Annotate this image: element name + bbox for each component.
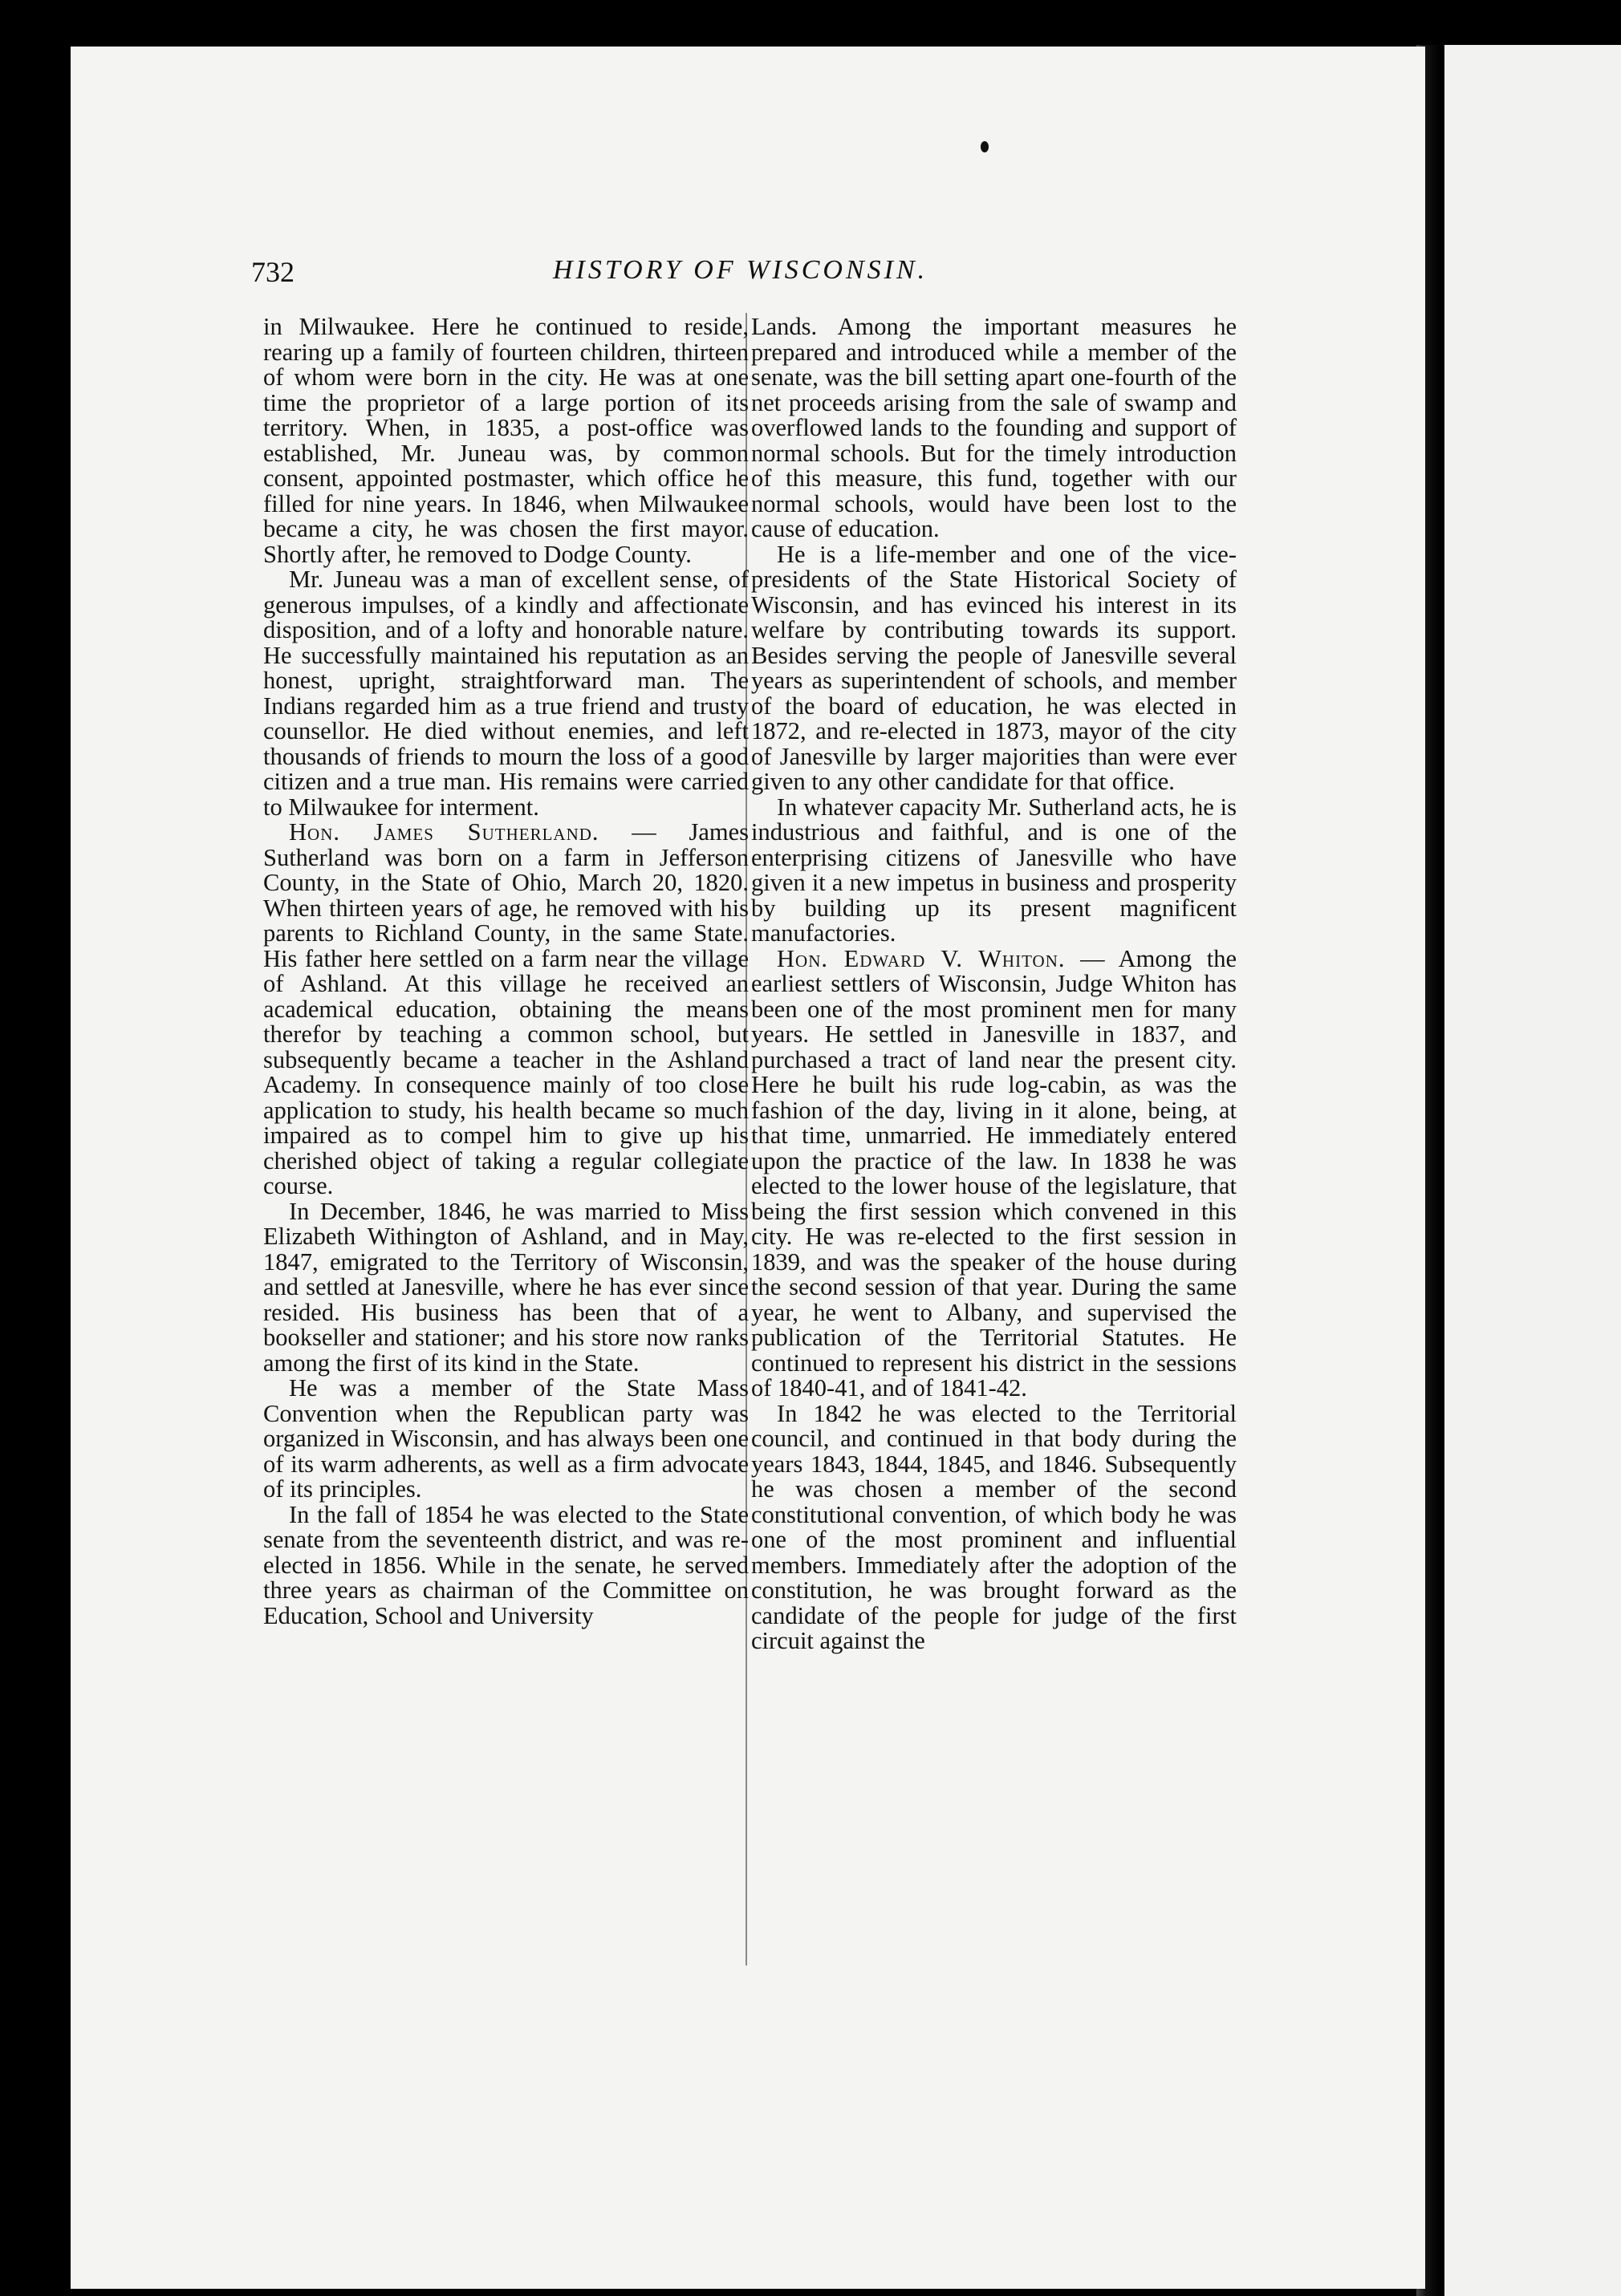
biography-entry <box>751 944 1237 1402</box>
right-column <box>751 314 1237 1654</box>
biography-entry <box>263 820 749 1199</box>
paragraph: In 1842 he was elected to the Territorial council, and continued in that body during the years 1843, 1844, 1845, and 1846. Subsequently he was chosen a member of the second constitutional convention, of which body he was one of the most prominent and influential members. Immediately after the adoption of the constitution, he was brought forward as the candidate of the people for judge of the first circuit against the <box>751 1399 1237 1654</box>
paragraph: Mr. Juneau was a man of excellent sense, of generous impulses, of a kindly and affectionate disposition, and of a lofty and honorable nature. He successfully maintained his reputation as an honest, upright, straightforward man. The Indians regarded him as a true friend and trusty counsellor. He died without enemies, and left thousands of friends to mourn the loss of a good citizen and a true man. His remains were carried to Milwaukee for interment. <box>263 566 749 821</box>
paragraph: In whatever capacity Mr. Sutherland acts, he is industrious and faithful, and is one of the enterprising citizens of Janesville who have given it a new impetus in business and prosperity by building up its present magnificent manufactories. <box>751 793 1237 947</box>
paragraph: in Milwaukee. Here he continued to reside, rearing up a family of fourteen children, thirteen of whom were born in the city. He was at one time the proprietor of a large portion of its territory. When, in 1835, a post-office was established, Mr. Juneau was, by common consent, appointed postmaster, which office he filled for nine years. In 1846, when Milwaukee became a city, he was chosen the first mayor. Shortly after, he removed to Dodge County. <box>263 313 749 568</box>
paragraph: Lands. Among the important measures he prepared and introduced while a member of the senate, was the bill setting apart one-fourth of the net proceeds arising from the sale of swamp and overflowed lands to the founding and support of normal schools. But for the timely introduction of this measure, this fund, together with our normal schools, would have been lost to the cause of education. <box>751 313 1237 542</box>
paragraph: In December, 1846, he was married to Miss Elizabeth Withington of Ashland, and in May, 1847, emigrated to the Territory of Wisconsin, and settled at Janesville, where he has ever since resided. His business has been that of a bookseller and stationer; and his store now ranks among the first of its kind in the State. <box>263 1197 749 1377</box>
entry-heading: Hon. James Sutherland. <box>289 818 599 846</box>
entry-text: — Among the earliest settlers of Wisconsin, Judge Whiton has been one of the most prominent men for many years. He settled in Janesville in 1837, and purchased a tract of land near the present city. Here he built his rude log-cabin, as was the fashion of the day, living in it alone, being, at that time, unmarried. He immediately entered upon the practice of the law. In 1838 he was elected to the lower house of the legislature, that being the first session which convened in this city. He was re-elected to the first session in 1839, and was the speaker of the house during the second session of that year. During the same year, he went to Albany, and supervised the publication of the Territorial Statutes. He continued to represent his district in the sessions of 1840-41, and of 1841-42. <box>751 944 1237 1402</box>
page-number: 732 <box>251 256 295 288</box>
paragraph: He was a member of the State Mass Convention when the Republican party was organized in Wisconsin, and has always been one of its warm adherents, as well as a firm advocate of its principles. <box>263 1374 749 1503</box>
adjacent-page <box>1444 45 1621 2296</box>
running-title: HISTORY OF WISCONSIN. <box>553 255 928 285</box>
ink-speck <box>981 141 989 152</box>
page-header <box>251 255 1254 287</box>
paragraph: In the fall of 1854 he was elected to the State senate from the seventeenth district, and was re-elected in 1856. While in the senate, he served three years as chairman of the Committee on Education, School and University <box>263 1500 749 1629</box>
paragraph: He is a life-member and one of the vice-presidents of the State Historical Society of Wisconsin, and has evinced his interest in its welfare by contributing towards its support. Besides serving the people of Janesville several years as superintendent of schools, and member of the board of education, he was elected in 1872, and re-elected in 1873, mayor of the city of Janesville by larger majorities than were ever given to any other candidate for that office. <box>751 540 1237 795</box>
left-column <box>263 314 749 1629</box>
entry-heading: Hon. Edward V. Whiton. <box>777 944 1066 972</box>
entry-text: — James Sutherland was born on a farm in Jefferson County, in the State of Ohio, March 20, 1820. When thirteen years of age, he removed with his parents to Richland County, in the same State. His father here settled on a farm near the village of Ashland. At this village he received an academical education, obtaining the means therefor by teaching a common school, but subsequently became a teacher in the Ashland Academy. In consequence mainly of too close application to study, his health became so much impaired as to compel him to give up his cherished object of taking a regular collegiate course. <box>263 818 749 1199</box>
